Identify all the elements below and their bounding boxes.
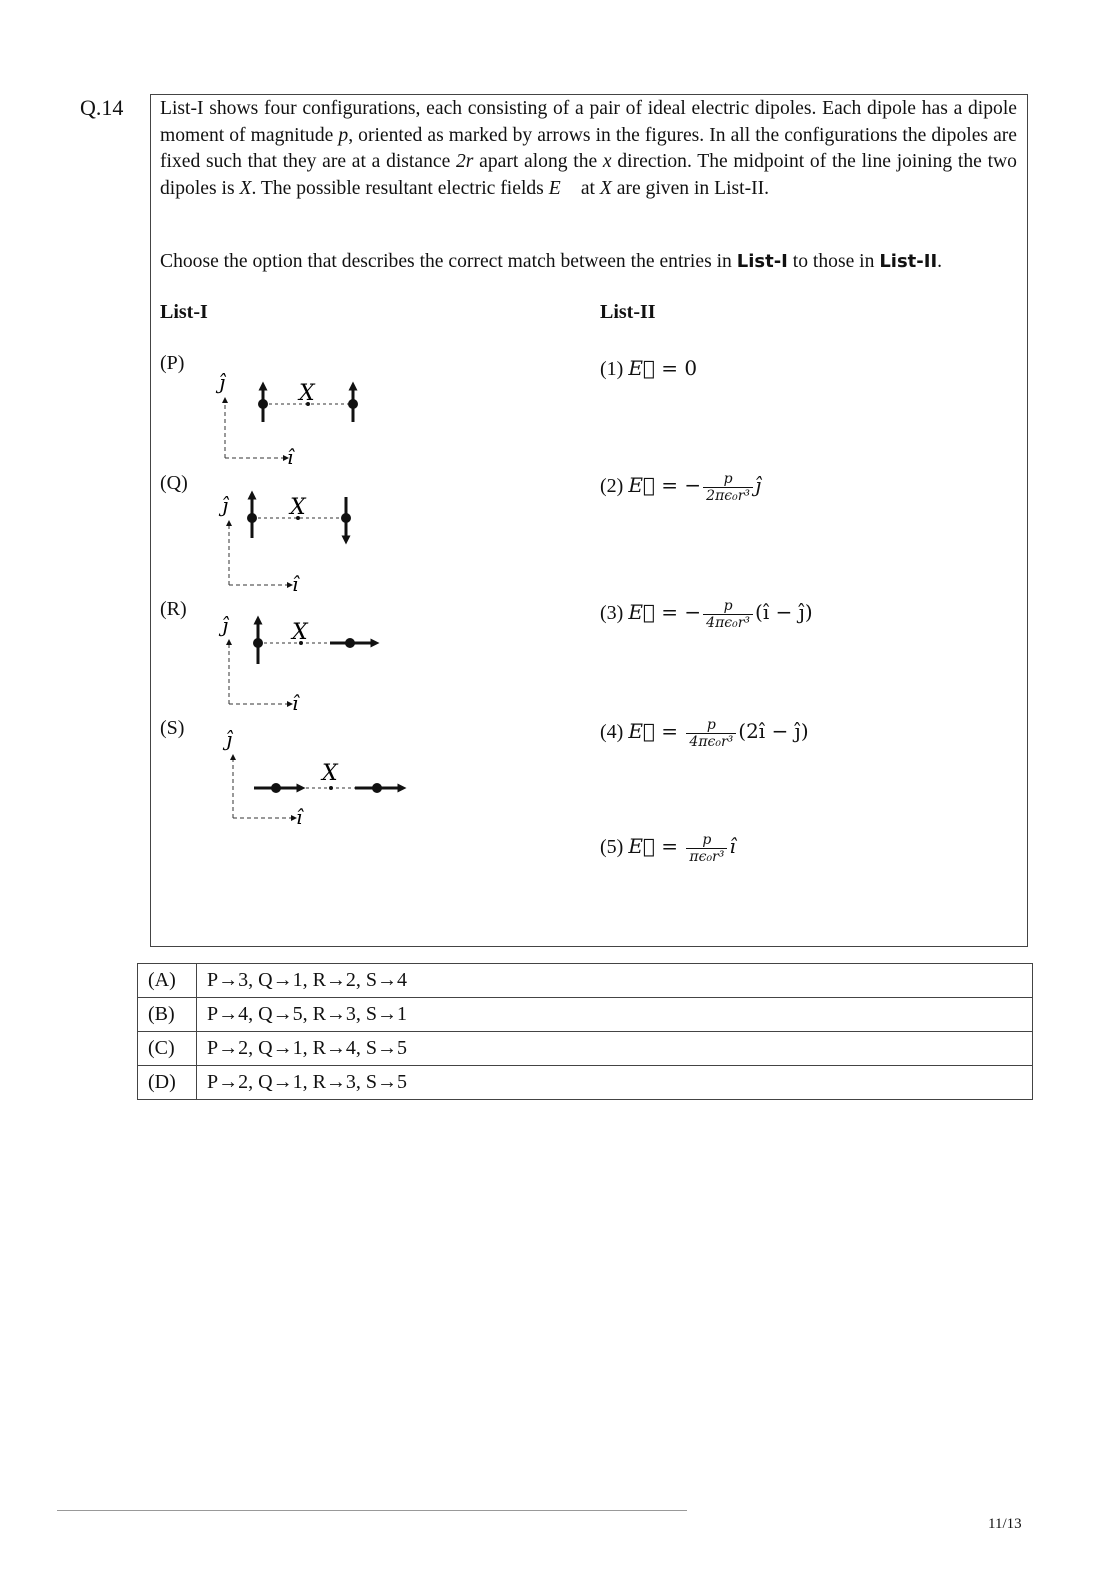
config-p-diagram [215,370,358,469]
option-b[interactable] [138,998,1033,1032]
instruction-text: Choose the option that describes the correct match between the entries in List-I to those in List-II. [160,251,943,272]
axis-x-label: î [292,572,299,596]
list1-label-p: (P) [160,352,185,374]
axis-y-label: ĵ [222,613,229,637]
answer-options [137,963,1033,1100]
option-text: P→2, Q→1, R→3, S→5 [197,1066,1033,1100]
axis-x-label: î [292,691,299,715]
option-c[interactable] [138,1032,1033,1066]
midpoint-label: X [290,495,306,520]
config-r-diagram [218,613,375,715]
option-label: (B) [138,998,197,1032]
midpoint-label: X [292,620,308,645]
option-a[interactable] [138,964,1033,998]
list1-header: List-I [160,301,208,323]
axis-x-label: î [287,445,294,469]
list1-label-q: (Q) [160,472,188,494]
option-label: (A) [138,964,197,998]
option-text: P→2, Q→1, R→4, S→5 [197,1032,1033,1066]
dipole-right-icon [254,783,301,793]
midpoint-label: X [299,381,315,406]
footer-divider [57,1510,687,1511]
dipole-up-icon [258,386,268,422]
axis-y-label: ĵ [219,370,226,394]
axes-icon [222,727,304,829]
list2-header: List-II [600,301,656,323]
dipole-up-icon [247,495,257,538]
option-label: (D) [138,1066,197,1100]
fraction: $\frac{p}{\text{4πϵ₀r³}}$ [686,717,736,750]
dipole-right-icon [330,638,375,648]
axis-y-label: ĵ [226,727,233,751]
dipole-right-icon [355,783,402,793]
question-number: Q.14 [80,95,124,120]
fraction: $\frac{p}{\text{πϵ₀r³}}$ [686,832,727,865]
question-stem: List-I shows four configurations, each consisting of a pair of ideal electric dipoles. Each dipole has a dipole moment of magnitude p, oriented as marked by arrows in the figures. In all the configurations the dipoles are fixed such that they are at a distance 2r apart along the x direction. The midpoint of the line joining the two dipoles is X. The possible resultant electric fields E⃗ at X are given in List-II. [160,98,1017,199]
option-d[interactable] [138,1066,1033,1100]
axes-icon [218,493,300,596]
option-label: (C) [138,1032,197,1066]
option-text: P→3, Q→1, R→2, S→4 [197,964,1033,998]
config-s-diagram [222,727,402,829]
fraction: $\frac{p}{\text{4πϵ₀r³}}$ [703,598,753,631]
list2-item-1: (1) E⃗ = 0 [600,356,698,380]
page-number: 11/13 [988,1516,1022,1532]
list2-item-4: (4) E⃗ = $\frac{p}{\text{4πϵ₀r³}}$ (2î − ĵ) [600,717,809,750]
axes-icon [215,370,295,469]
dipole-up-icon [253,620,263,664]
config-q-diagram [218,493,351,596]
list1-label-s: (S) [160,717,185,739]
fraction: $\frac{p}{\text{2πϵ₀r³}}$ [703,471,753,504]
axis-y-label: ĵ [222,493,229,517]
list1-label-r: (R) [160,598,187,620]
dipole-down-icon [341,497,351,540]
midpoint-label: X [322,761,338,786]
list2-item-3: (3) E⃗ = − $\frac{p}{\text{4πϵ₀r³}}$ (î − ĵ) [600,598,813,631]
option-text: P→4, Q→5, R→3, S→1 [197,998,1033,1032]
list2-item-5: (5) E⃗ = $\frac{p}{\text{πϵ₀r³}}$ î [600,832,736,865]
axis-x-label: î [296,805,303,829]
list2-item-2: (2) E⃗ = − $\frac{p}{\text{2πϵ₀r³}}$ ĵ [600,471,762,504]
dipole-up-icon [348,386,358,422]
